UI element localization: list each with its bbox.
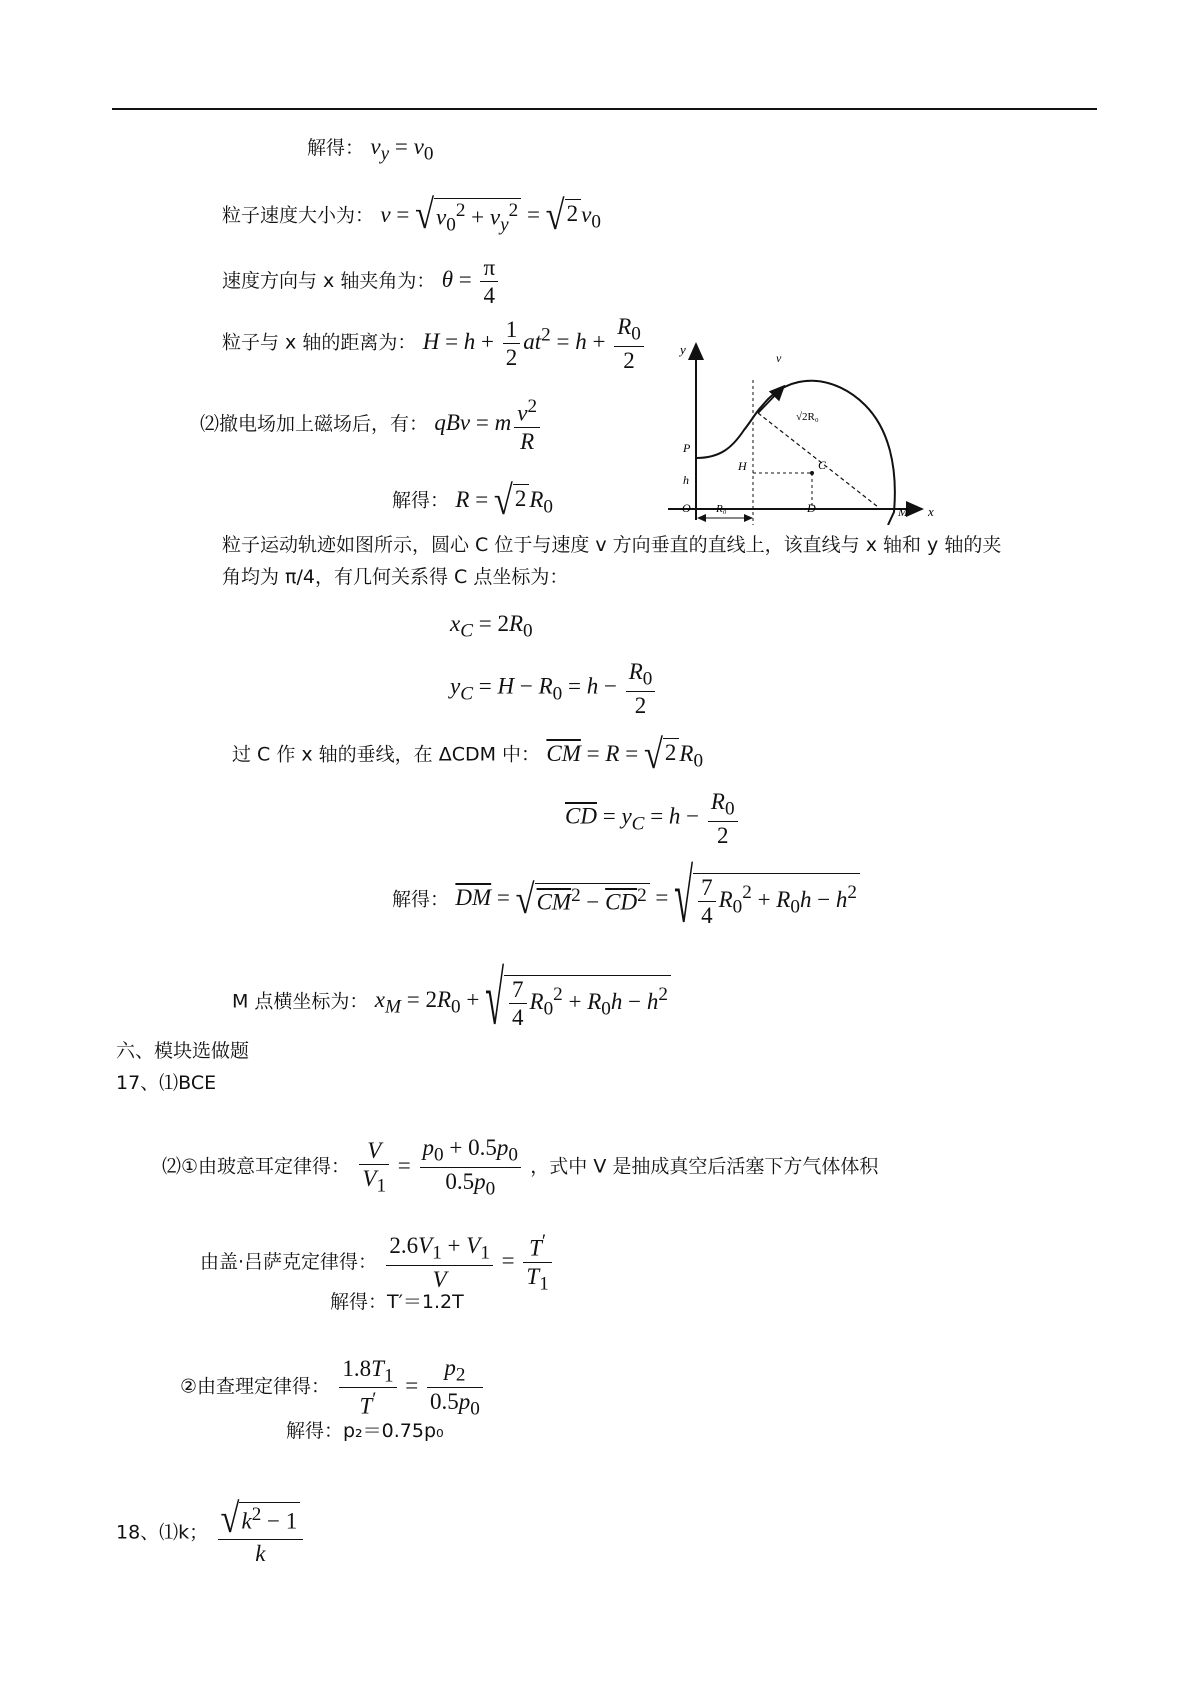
svg-text:y: y [680,342,686,357]
label-q18: 18、⑴k； [116,1521,209,1544]
label-angle: 速度方向与 x 轴夹角为： [222,269,436,292]
label-boyle: ⑵①由玻意耳定律得： [162,1155,351,1178]
svg-text:h: h [683,473,689,487]
eq-gay-lussac: 由盖·吕萨克定律得： $\frac{2.6V_1 + V_1}{V}$ = $\frac{T'}{T_1}$ [200,1232,555,1293]
eq-speed: 粒子速度大小为： v = √ $v_0^2 + v_y^2$ = √ 2 $v_0$ [222,191,601,239]
eq-dm: 解得： $\overline{DM}$ = √ $CM^2 - \overline{CD}^2$ = √ $\frac{7}{4}$ $R_0^2 + R_0h - h^2$ [392,873,860,927]
eq-charles: ②由查理定律得： $\frac{1.8T_1}{T'}$ = $\frac{p_2}{0.5p_0}$ [180,1356,486,1419]
header-rule [112,108,1097,110]
svg-text:v: v [776,351,782,365]
eq-q18: 18、⑴k； √ $k^2 - 1$ k [116,1502,306,1565]
velocity-arrow [758,386,784,413]
label-jie-de: 解得： [307,137,365,159]
eq-yc: $y_C = H - R_0 = h$ − $\frac{R_0}{2}$ [450,660,658,717]
svg-text:C: C [818,458,827,472]
eq-distance: 粒子与 x 轴的距离为： H = h + $\frac{1}{2}$ $at^2 = h$ + $\frac{R_0}{2}$ [222,315,647,372]
p-result: 解得：p₂＝0.75p₀ [286,1420,444,1442]
eq-xm: M 点横坐标为： $x_M = 2R_0$ + √ $\frac{7}{4}$ $R_0^2 + R_0h - h^2$ [232,975,671,1029]
text-trajectory-2: 角均为 π/4，有几何关系得 C 点坐标为： [222,566,569,588]
eq-cd: $\overline{CD} = y_C = h$ − $\frac{R_0}{2}$ [565,790,741,847]
label-m-coord: M 点横坐标为： [232,990,369,1013]
label-boyle-note: ，式中 V 是抽成真空后活塞下方气体体积 [530,1155,879,1178]
label-charles: ②由查理定律得： [180,1375,331,1398]
eq-xc: $x_C = 2R_0$ [450,611,533,642]
q17-part1: 17、⑴BCE [116,1072,217,1094]
svg-text:H: H [738,459,747,473]
t-result: 解得：T′＝1.2T [330,1291,464,1313]
label-perp: 过 C 作 x 轴的垂线，在 ΔCDM 中： [232,743,541,766]
trajectory-diagram [660,340,950,525]
svg-text:√2R₀: √2R₀ [796,411,819,423]
eq-lorentz: ⑵撤电场加上磁场后，有： qBv = m $\frac{v^2}{R}$ [200,397,543,453]
eq-angle: 速度方向与 x 轴夹角为： θ = $\frac{\pi}{4}$ [222,256,501,307]
section-title-6: 六、模块选做题 [116,1040,250,1062]
eq-radius: 解得： R = √ 2 $R_0$ [392,478,553,524]
eq-boyle: ⑵①由玻意耳定律得： $\frac{V}{V_1}$ = $\frac{p_0 + 0.5p_0}{0.5p_0}$ ，式中 V 是抽成真空后活塞下方气体体积 [162,1135,879,1200]
label-distance: 粒子与 x 轴的距离为： [222,331,417,354]
svg-text:M: M [898,505,908,519]
eq-cm: 过 C 作 x 轴的垂线，在 ΔCDM 中： $\overline{CM} = R$ = √ 2 $R_0$ [232,732,704,778]
center-c [810,471,814,475]
svg-text:D: D [807,501,816,515]
label-gay-lussac: 由盖·吕萨克定律得： [200,1251,378,1273]
label-part2: ⑵撤电场加上磁场后，有： [200,413,429,436]
svg-text:x: x [928,504,934,519]
text-trajectory-1: 粒子运动轨迹如图所示，圆心 C 位于与速度 v 方向垂直的直线上，该直线与 x 轴和 y 轴的夹 [222,534,1002,556]
svg-text:O: O [682,501,691,515]
eq-vy: 解得： $v_y = v_0$ [307,134,434,165]
svg-text:P: P [683,441,691,455]
label-speed: 粒子速度大小为： [222,204,375,227]
svg-text:R₀: R₀ [716,503,727,515]
